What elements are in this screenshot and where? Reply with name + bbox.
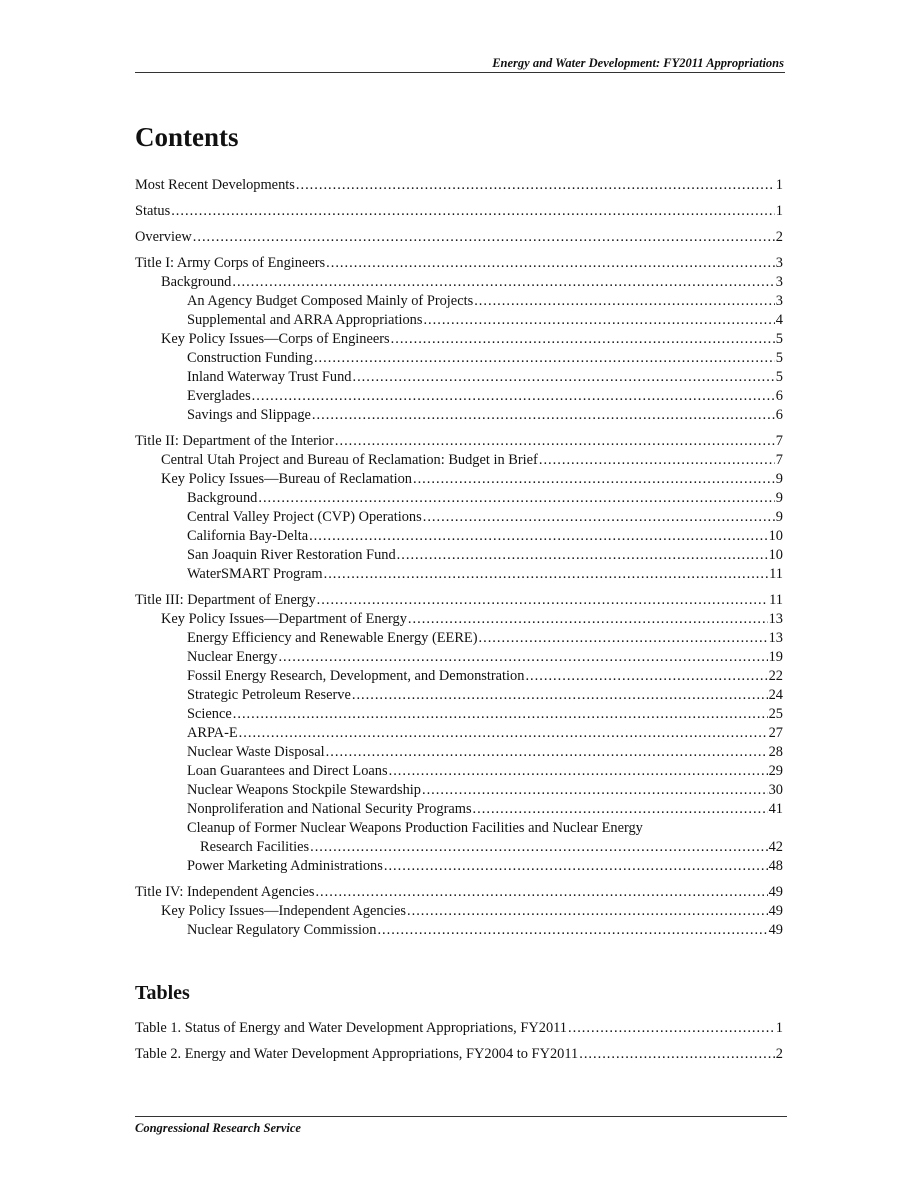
toc-entry-page: 5 (775, 331, 783, 347)
toc-entry-page: 5 (775, 369, 783, 385)
toc-entry-page: 42 (768, 839, 783, 855)
toc-entry-page: 11 (769, 566, 783, 582)
table-list-entry[interactable] (135, 1019, 783, 1038)
toc-entry[interactable] (135, 921, 783, 940)
dot-leader (314, 349, 775, 368)
dot-leader (408, 610, 768, 629)
toc-entry-page: 7 (775, 452, 783, 468)
dot-leader (413, 470, 775, 489)
footer-rule (135, 1116, 787, 1117)
toc-entry-title: Loan Guarantees and Direct Loans (187, 763, 388, 779)
toc-entry[interactable] (135, 705, 783, 724)
dot-leader (352, 368, 774, 387)
toc-entry-title: Nuclear Weapons Stockpile Stewardship (187, 782, 421, 798)
dot-leader (252, 387, 775, 406)
toc-entry-title-line2: Research Facilities (200, 839, 310, 855)
toc-entry[interactable] (135, 838, 783, 857)
dot-leader (384, 857, 768, 876)
dot-leader (278, 648, 767, 667)
toc-entry-title: An Agency Budget Composed Mainly of Projects (187, 293, 474, 309)
toc-entry-page: 25 (768, 706, 783, 722)
toc-entry-page: 48 (768, 858, 783, 874)
toc-entry[interactable] (135, 254, 783, 273)
toc-entry[interactable] (135, 883, 783, 902)
toc-entry[interactable] (135, 546, 783, 565)
toc-entry-page: 9 (775, 490, 783, 506)
dot-leader (423, 311, 774, 330)
list-of-tables (135, 1019, 783, 1071)
dot-leader (315, 883, 767, 902)
toc-entry-title: Overview (135, 229, 192, 245)
toc-entry-title: Everglades (187, 388, 251, 404)
dot-leader (397, 546, 768, 565)
dot-leader (312, 406, 775, 425)
dot-leader (352, 686, 768, 705)
toc-entry-page: 13 (768, 630, 783, 646)
table-of-contents (135, 176, 783, 940)
toc-entry-page: 30 (768, 782, 783, 798)
toc-entry[interactable] (135, 330, 783, 349)
dot-leader (232, 273, 774, 292)
toc-entry[interactable] (135, 387, 783, 406)
toc-entry[interactable] (135, 202, 783, 221)
toc-entry-page: 49 (768, 903, 783, 919)
toc-entry[interactable] (135, 432, 783, 451)
dot-leader (423, 508, 775, 527)
toc-entry-title: WaterSMART Program (187, 566, 323, 582)
dot-leader (326, 743, 768, 762)
toc-entry-title: Nuclear Energy (187, 649, 278, 665)
dot-leader (335, 432, 775, 451)
toc-entry[interactable] (135, 686, 783, 705)
toc-entry-page: 6 (775, 388, 783, 404)
toc-entry-title: Status (135, 203, 171, 219)
toc-entry[interactable] (135, 292, 783, 311)
toc-entry-page: 3 (775, 274, 783, 290)
toc-entry-title: Fossil Energy Research, Development, and Demonstration (187, 668, 525, 684)
toc-entry-page: 10 (768, 528, 783, 544)
dot-leader (539, 451, 775, 470)
toc-entry-page: 1 (775, 177, 783, 193)
toc-entry-title: Key Policy Issues—Bureau of Reclamation (161, 471, 412, 487)
dot-leader (479, 629, 768, 648)
toc-entry[interactable] (135, 228, 783, 247)
toc-entry-title: California Bay-Delta (187, 528, 309, 544)
tables-heading: Tables (135, 982, 190, 1004)
toc-entry[interactable] (135, 648, 783, 667)
toc-entry[interactable] (135, 451, 783, 470)
toc-entry-page: 49 (768, 884, 783, 900)
toc-entry-title: Most Recent Developments (135, 177, 295, 193)
toc-entry-page: 22 (768, 668, 783, 684)
toc-entry[interactable] (135, 743, 783, 762)
toc-entry[interactable] (135, 781, 783, 800)
toc-entry-page: 5 (775, 350, 783, 366)
toc-entry[interactable] (135, 176, 783, 195)
toc-entry-page: 27 (768, 725, 783, 741)
dot-leader (525, 667, 767, 686)
dot-leader (309, 527, 768, 546)
toc-entry-title: San Joaquin River Restoration Fund (187, 547, 396, 563)
toc-entry[interactable] (135, 610, 783, 629)
dot-leader (473, 800, 768, 819)
toc-entry[interactable] (135, 762, 783, 781)
dot-leader (474, 292, 775, 311)
toc-entry-title: Power Marketing Administrations (187, 858, 383, 874)
table-entry-title: Table 2. Energy and Water Development Appropriations, FY2004 to FY2011 (135, 1046, 579, 1062)
toc-entry-title: Nonproliferation and National Security Programs (187, 801, 472, 817)
toc-entry-title: Nuclear Regulatory Commission (187, 922, 377, 938)
footer-source: Congressional Research Service (135, 1121, 301, 1135)
toc-entry-page: 10 (768, 547, 783, 563)
table-list-entry[interactable] (135, 1045, 783, 1064)
toc-entry-title: Central Utah Project and Bureau of Reclamation: Budget in Brief (161, 452, 538, 468)
toc-entry-page: 2 (775, 229, 783, 245)
toc-entry-title: ARPA-E (187, 725, 238, 741)
toc-entry-title: Title II: Department of the Interior (135, 433, 334, 449)
toc-entry-page: 28 (768, 744, 783, 760)
toc-entry-page: 41 (768, 801, 783, 817)
dot-leader (326, 254, 775, 273)
header-rule (135, 72, 785, 73)
toc-entry-page: 1 (775, 203, 783, 219)
toc-entry-page: 9 (775, 471, 783, 487)
toc-entry-title: Supplemental and ARRA Appropriations (187, 312, 423, 328)
dot-leader (391, 330, 775, 349)
toc-entry-page: 19 (768, 649, 783, 665)
dot-leader (568, 1019, 775, 1038)
toc-entry[interactable] (135, 629, 783, 648)
toc-entry-title: Key Policy Issues—Corps of Engineers (161, 331, 390, 347)
toc-entry-title: Savings and Slippage (187, 407, 311, 423)
toc-entry[interactable] (135, 724, 783, 743)
dot-leader (239, 724, 768, 743)
toc-entry-title: Title IV: Independent Agencies (135, 884, 315, 900)
table-entry-page: 2 (775, 1046, 783, 1062)
table-entry-title: Table 1. Status of Energy and Water Development Appropriations, FY2011 (135, 1020, 568, 1036)
toc-entry-page: 3 (775, 293, 783, 309)
toc-entry-title: Key Policy Issues—Department of Energy (161, 611, 407, 627)
toc-entry[interactable] (135, 311, 783, 330)
dot-leader (389, 762, 768, 781)
toc-entry-title: Construction Funding (187, 350, 313, 366)
toc-entry-title: Key Policy Issues—Independent Agencies (161, 903, 406, 919)
toc-entry[interactable] (135, 667, 783, 686)
toc-entry[interactable] (135, 508, 783, 527)
dot-leader (407, 902, 768, 921)
toc-entry-title: Background (161, 274, 232, 290)
dot-leader (193, 228, 775, 247)
toc-entry[interactable] (135, 489, 783, 508)
toc-entry-page: 29 (768, 763, 783, 779)
toc-entry[interactable] (135, 406, 783, 425)
toc-entry-page: 6 (775, 407, 783, 423)
toc-entry[interactable] (135, 273, 783, 292)
toc-entry[interactable] (135, 857, 783, 876)
toc-entry[interactable] (135, 591, 783, 610)
toc-entry-title: Science (187, 706, 232, 722)
toc-entry-page: 11 (769, 592, 783, 608)
toc-entry[interactable] (135, 349, 783, 368)
dot-leader (171, 202, 775, 221)
dot-leader (377, 921, 767, 940)
toc-entry[interactable] (135, 527, 783, 546)
dot-leader (296, 176, 775, 195)
toc-entry-title: Title I: Army Corps of Engineers (135, 255, 326, 271)
toc-entry-title: Energy Efficiency and Renewable Energy (EERE) (187, 630, 478, 646)
dot-leader (579, 1045, 775, 1064)
running-header: Energy and Water Development: FY2011 Appropriations (492, 56, 784, 70)
toc-entry-page: 49 (768, 922, 783, 938)
toc-entry-page: 13 (768, 611, 783, 627)
toc-entry[interactable] (135, 902, 783, 921)
dot-leader (310, 838, 768, 857)
toc-entry-page: 3 (775, 255, 783, 271)
dot-leader (258, 489, 774, 508)
toc-entry-title: Inland Waterway Trust Fund (187, 369, 352, 385)
toc-entry-title-line1[interactable]: Cleanup of Former Nuclear Weapons Production Facilities and Nuclear Energy (187, 820, 643, 836)
toc-entry[interactable] (135, 470, 783, 489)
toc-entry-page: 9 (775, 509, 783, 525)
toc-entry-page: 24 (768, 687, 783, 703)
toc-entry-title: Central Valley Project (CVP) Operations (187, 509, 422, 525)
toc-entry-title: Background (187, 490, 258, 506)
toc-entry-title: Strategic Petroleum Reserve (187, 687, 351, 703)
toc-entry[interactable] (135, 368, 783, 387)
dot-leader (317, 591, 768, 610)
dot-leader (422, 781, 768, 800)
toc-entry[interactable] (135, 800, 783, 819)
dot-leader (324, 565, 769, 584)
toc-entry-title: Nuclear Waste Disposal (187, 744, 325, 760)
dot-leader (233, 705, 768, 724)
toc-entry[interactable] (135, 565, 783, 584)
toc-entry-page: 4 (775, 312, 783, 328)
toc-entry-title: Title III: Department of Energy (135, 592, 316, 608)
toc-entry-page: 7 (775, 433, 783, 449)
table-entry-page: 1 (775, 1020, 783, 1036)
contents-heading: Contents (135, 122, 239, 152)
